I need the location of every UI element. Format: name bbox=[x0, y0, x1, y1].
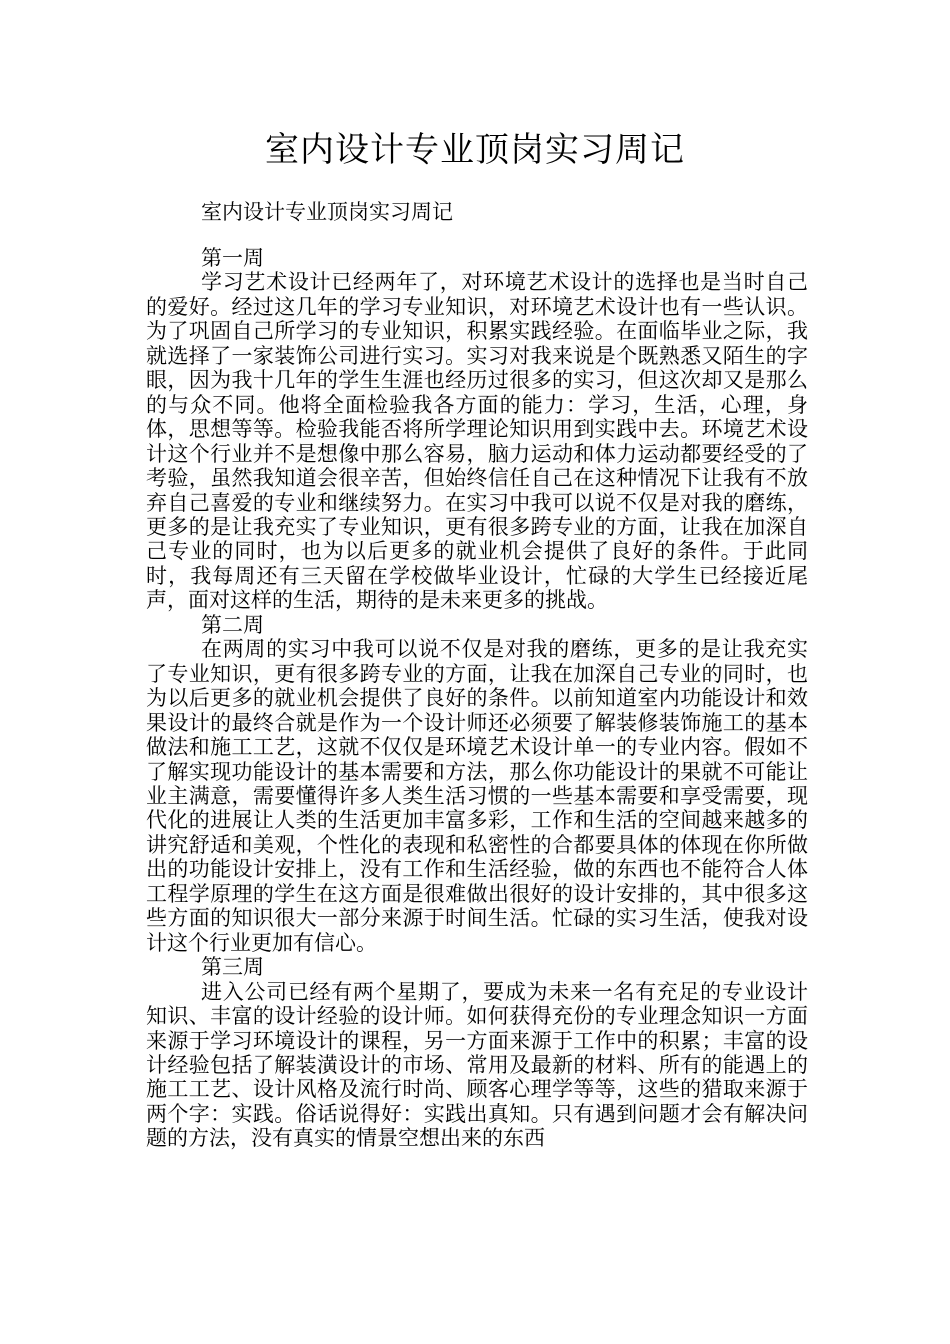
week-3-paragraph: 进入公司已经有两个星期了，要成为未来一名有充足的专业设计知识、丰富的设计经验的设计师。如何获得充份的专业理念知识一方面来源于学习环境设计的课程，另一方面来源于工作中的积累；丰富的设计经验包括了解装潢设计的市场、常用及最新的材料、所有的能遇上的施工工艺、设计风格及流行时尚、顾客心理学等等，这些的猎取来源于两个字：实践。俗话说得好：实践出真知。只有遇到问题才会有解决问题的方法，没有真实的情景空想出来的东西 bbox=[146, 979, 808, 1151]
week-2-heading: 第二周 bbox=[201, 612, 264, 637]
week-1-paragraph: 学习艺术设计已经两年了，对环境艺术设计的选择也是当时自己的爱好。经过这几年的学习专业知识，对环境艺术设计也有一些认识。为了巩固自己所学习的专业知识，积累实践经验。在面临毕业之际，我就选择了一家装饰公司进行实习。实习对我来说是个既熟悉又陌生的字眼，因为我十几年的学生生涯也经历过很多的实习，但这次却又是那么的与众不同。他将全面检验我各方面的能力：学习，生活，心理，身体，思想等等。检验我能否将所学理论知识用到实践中去。环境艺术设计这个行业并不是想像中那么容易，脑力运动和体力运动都要经受的了考验，虽然我知道会很辛苦，但始终信任自己在这种情况下让我有不放弃自己喜爱的专业和继续努力。在实习中我可以说不仅是对我的磨练，更多的是让我充实了专业知识，更有很多跨专业的方面，让我在加深自己专业的同时，也为以后更多的就业机会提供了良好的条件。于此同时，我每周还有三天留在学校做毕业设计，忙碌的大学生已经接近尾声，面对这样的生活，期待的是未来更多的挑战。 bbox=[146, 270, 808, 613]
week-3-heading: 第三周 bbox=[201, 955, 264, 980]
document-title: 室内设计专业顶岗实习周记 bbox=[265, 130, 685, 170]
week-2-paragraph: 在两周的实习中我可以说不仅是对我的磨练，更多的是让我充实了专业知识，更有很多跨专业的方面，让我在加深自己专业的同时，也为以后更多的就业机会提供了良好的条件。以前知道室内功能设计和效果设计的最终合就是作为一个设计师还必须要了解装修装饰施工的基本做法和施工工艺，这就不仅仅是环境艺术设计单一的专业内容。假如不了解实现功能设计的基本需要和方法，那么你功能设计的果就不可能让业主满意，需要懂得许多人类生活习惯的一些基本需要和享受需要，现代化的进展让人类的生活更加丰富多彩，工作和生活的空间越来越多的讲究舒适和美观，个性化的表现和私密性的合都要具体的体现在你所做出的功能设计安排上，没有工作和生活经验，做的东西也不能符合人体工程学原理的学生在这方面是很难做出很好的设计安排的，其中很多这些方面的知识很大一部分来源于时间生活。忙碌的实习生活，使我对设计这个行业更加有信心。 bbox=[146, 637, 808, 955]
week-1-heading: 第一周 bbox=[201, 246, 264, 270]
document-subtitle: 室内设计专业顶岗实习周记 bbox=[201, 200, 453, 224]
document-body bbox=[146, 246, 808, 1151]
